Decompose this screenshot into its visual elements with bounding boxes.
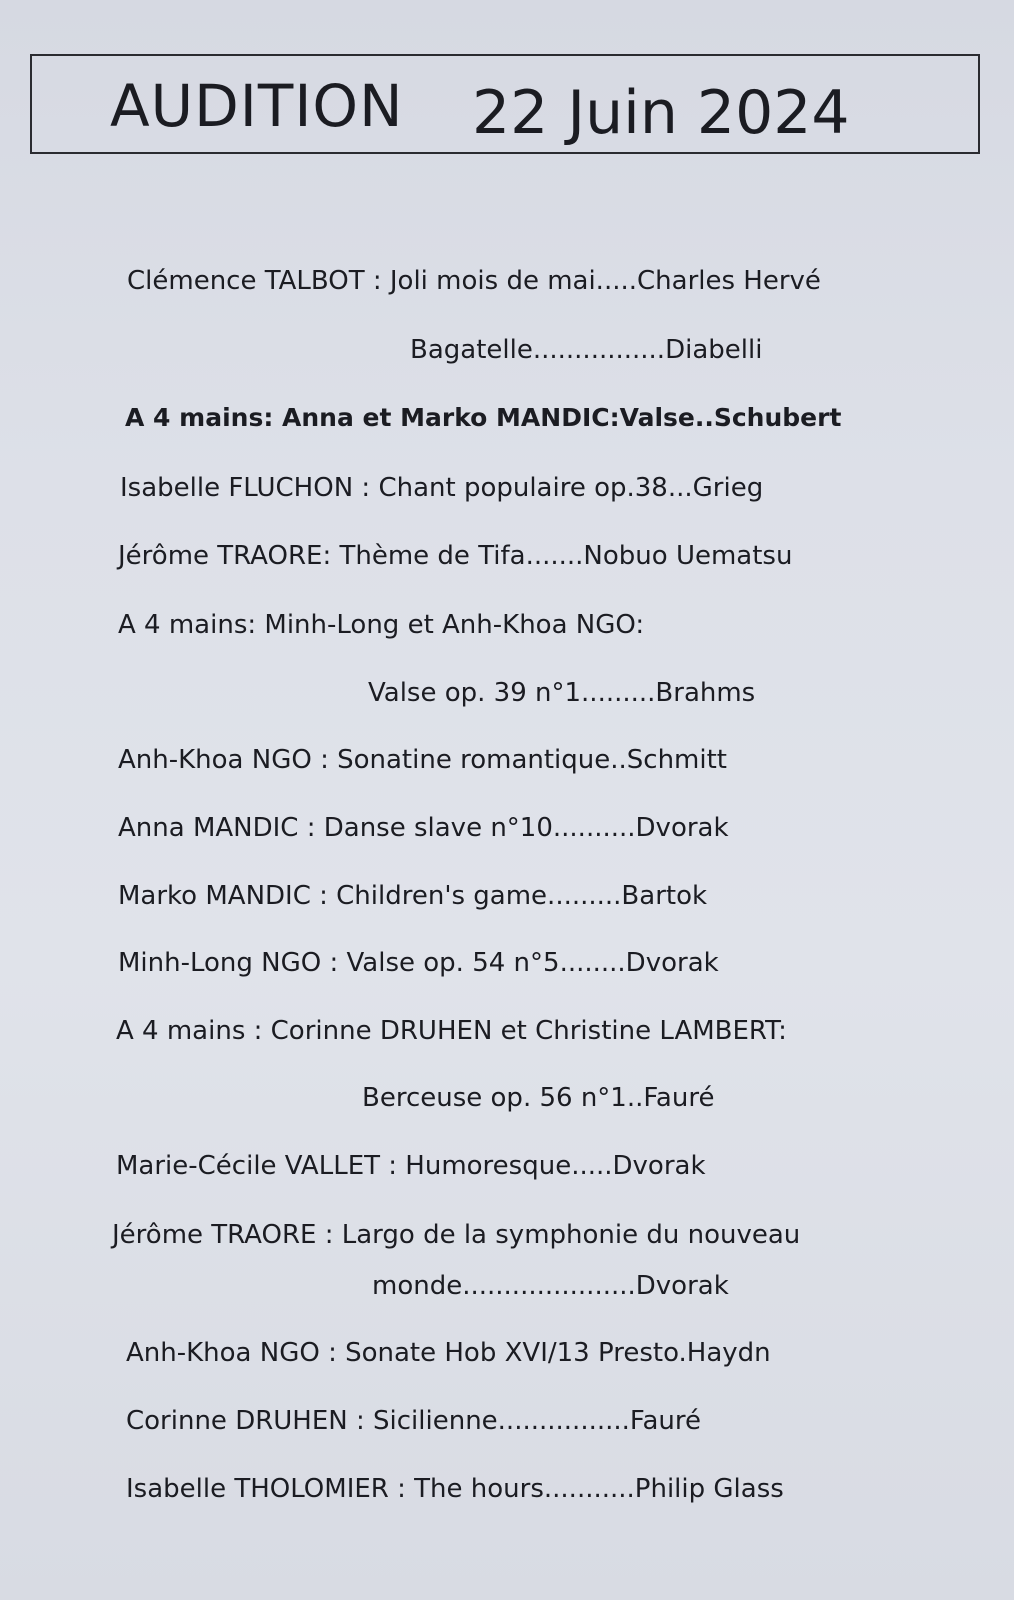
program-line: Minh-Long NGO : Valse op. 54 n°5........Dvorak	[118, 948, 719, 978]
page-title: AUDITION	[110, 72, 404, 140]
event-date: 22 Juin 2024	[472, 78, 850, 148]
program-line: Corinne DRUHEN : Sicilienne................Fauré	[126, 1406, 701, 1436]
program-line: Marie-Cécile VALLET : Humoresque.....Dvorak	[116, 1151, 706, 1181]
program-line: Anh-Khoa NGO : Sonatine romantique..Schmitt	[118, 745, 727, 775]
program-line: A 4 mains : Corinne DRUHEN et Christine LAMBERT:	[116, 1016, 787, 1046]
program-line: Bagatelle................Diabelli	[410, 335, 763, 365]
program-line: monde.....................Dvorak	[372, 1271, 729, 1301]
program-line: A 4 mains: Anna et Marko MANDIC:Valse..Schubert	[125, 403, 842, 432]
program-line: Anh-Khoa NGO : Sonate Hob XVI/13 Presto.Haydn	[126, 1338, 771, 1368]
program-line: Clémence TALBOT : Joli mois de mai.....Charles Hervé	[127, 266, 821, 296]
program-line: Jérôme TRAORE: Thème de Tifa.......Nobuo Uematsu	[118, 541, 793, 571]
program-line: Isabelle THOLOMIER : The hours...........Philip Glass	[126, 1474, 784, 1504]
program-line: Isabelle FLUCHON : Chant populaire op.38...Grieg	[120, 473, 764, 503]
program-line: Jérôme TRAORE : Largo de la symphonie du nouveau	[112, 1220, 801, 1250]
program-line: Anna MANDIC : Danse slave n°10..........Dvorak	[118, 813, 729, 843]
program-line: Marko MANDIC : Children's game.........Bartok	[118, 881, 708, 911]
title-box	[30, 54, 980, 154]
program-line: Berceuse op. 56 n°1..Fauré	[362, 1083, 715, 1113]
program-line: Valse op. 39 n°1.........Brahms	[368, 678, 756, 708]
program-line: A 4 mains: Minh-Long et Anh-Khoa NGO:	[118, 610, 645, 640]
